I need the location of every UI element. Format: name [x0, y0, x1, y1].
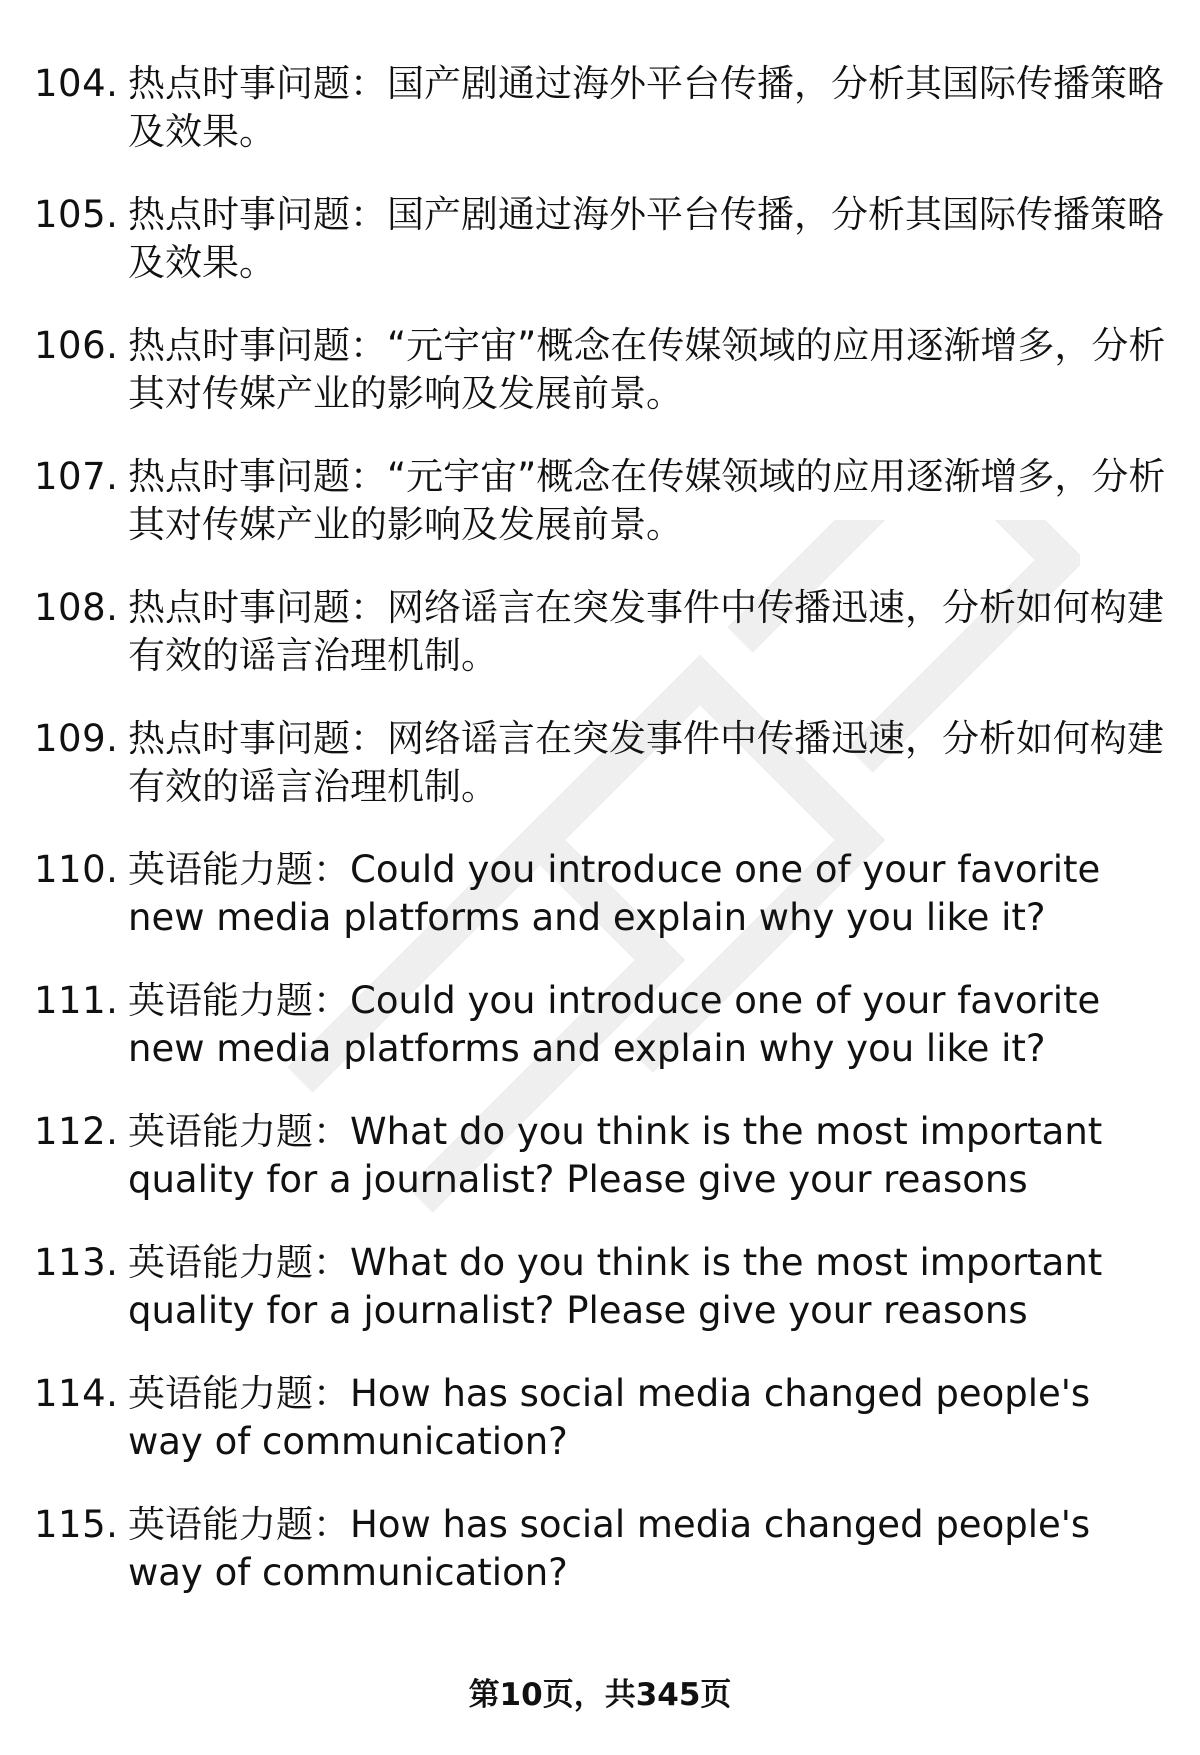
- question-text: 英语能力题：How has social media changed people's way of communication?: [128, 1503, 1091, 1594]
- question-number: 114.: [34, 1372, 119, 1415]
- question-text: 热点时事问题：国产剧通过海外平台传播，分析其国际传播策略及效果。: [128, 62, 1164, 153]
- question-text: 英语能力题：What do you think is the most important quality for a journalist? Please give your reasons: [128, 1110, 1103, 1201]
- question-number: 106.: [34, 324, 119, 367]
- question-text: 热点时事问题：网络谣言在突发事件中传播迅速，分析如何构建有效的谣言治理机制。: [128, 586, 1164, 677]
- question-item: [34, 191, 1166, 322]
- question-item: [34, 1501, 1166, 1632]
- question-item: [34, 1108, 1166, 1239]
- question-text: 英语能力题：Could you introduce one of your favorite new media platforms and explain why you like it?: [128, 979, 1101, 1070]
- question-item: [34, 322, 1166, 453]
- question-text: 英语能力题：What do you think is the most important quality for a journalist? Please give your reasons: [128, 1241, 1103, 1332]
- question-text: 热点时事问题：“元宇宙”概念在传媒领域的应用逐渐增多，分析其对传媒产业的影响及发展前景。: [128, 455, 1166, 546]
- question-number: 115.: [34, 1503, 119, 1546]
- question-number: 109.: [34, 717, 119, 760]
- question-text: 热点时事问题：国产剧通过海外平台传播，分析其国际传播策略及效果。: [128, 193, 1164, 284]
- question-number: 113.: [34, 1241, 119, 1284]
- question-item: [34, 453, 1166, 584]
- question-list: [34, 60, 1166, 1632]
- page-footer: [0, 1675, 1200, 1715]
- question-item: [34, 584, 1166, 715]
- question-number: 108.: [34, 586, 119, 629]
- question-number: 104.: [34, 62, 119, 105]
- question-item: [34, 1370, 1166, 1501]
- question-number: 112.: [34, 1110, 119, 1153]
- question-text: 英语能力题：Could you introduce one of your favorite new media platforms and explain why you like it?: [128, 848, 1101, 939]
- question-text: 热点时事问题：网络谣言在突发事件中传播迅速，分析如何构建有效的谣言治理机制。: [128, 717, 1164, 808]
- page-number-label: 第10页，共345页: [468, 1677, 732, 1713]
- question-text: 热点时事问题：“元宇宙”概念在传媒领域的应用逐渐增多，分析其对传媒产业的影响及发展前景。: [128, 324, 1166, 415]
- question-item: [34, 715, 1166, 846]
- question-text: 英语能力题：How has social media changed people's way of communication?: [128, 1372, 1091, 1463]
- question-item: [34, 846, 1166, 977]
- question-item: [34, 1239, 1166, 1370]
- question-number: 111.: [34, 979, 119, 1022]
- question-number: 107.: [34, 455, 119, 498]
- question-number: 110.: [34, 848, 119, 891]
- question-item: [34, 60, 1166, 191]
- question-number: 105.: [34, 193, 119, 236]
- question-item: [34, 977, 1166, 1108]
